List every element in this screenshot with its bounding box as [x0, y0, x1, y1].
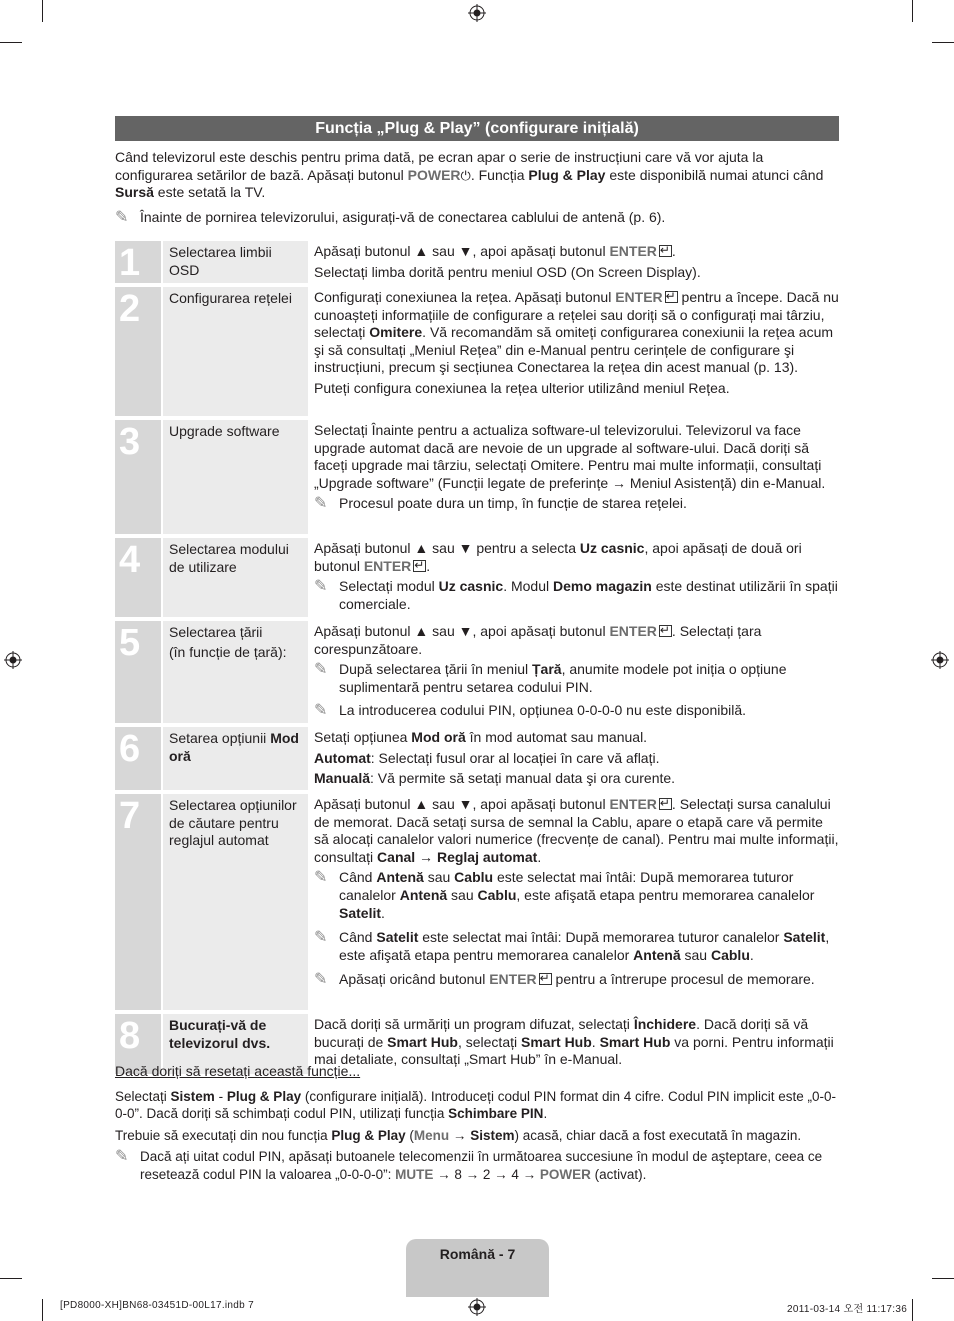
- step-note-text: Selectați modul: [339, 578, 439, 595]
- step-number: 4: [115, 538, 161, 617]
- reset-text: Trebuie să executați din nou funcția: [115, 1127, 332, 1143]
- power-label: POWER: [539, 1166, 591, 1182]
- satellite-label: Satelit: [339, 904, 382, 921]
- step-text: Configurați conexiunea la rețea. Apăsați butonul: [314, 289, 616, 305]
- step-text: în mod automat sau manual.: [465, 729, 648, 745]
- step-row: [115, 420, 840, 538]
- pencil-note-icon: ✎: [314, 495, 328, 513]
- step-number: 5: [115, 621, 161, 723]
- antenna-label: Antenă: [376, 869, 424, 886]
- step-label: Selectarea opțiunilor de căutare pentru reglajul automat: [163, 794, 308, 1010]
- cable-label: Cablu: [710, 946, 750, 963]
- step-text: Dacă doriți să urmăriți un program difuzat, selectați: [314, 1016, 634, 1032]
- change-pin-label: Schimbare PIN: [448, 1106, 544, 1122]
- reset-text: ) acasă, chiar dacă a fost executată în magazin.: [514, 1127, 802, 1143]
- pencil-note-icon: ✎: [314, 661, 328, 679]
- intro-text: este setată la TV.: [153, 184, 266, 201]
- antenna-label: Antenă: [399, 886, 448, 903]
- close-label: Închidere: [633, 1016, 697, 1032]
- step-note-text: După selectarea țării în meniul: [339, 661, 532, 678]
- step-text: Selectați limba dorită pentru meniul OSD (On Screen Display).: [314, 263, 701, 280]
- step-text: Selectați Înainte pentru a actualiza software-ul televizorului. Televizorul va face upgrade automat dacă are nevoie de un upgrade al software-ului. Dacă doriți să faceți upgrade mai târziu, selectați Omitere. Pentru mai multe informații, consultați „Upgrade software” (Funcții legate de preferințe → Meniul Asistență) din e-Manual.: [314, 422, 826, 491]
- intro-text: . Funcția: [470, 166, 529, 183]
- reset-text: (configurare inițială). Introduceți codul PIN format din 4 cifre. Codul PIN implicit este „0-0-0-0”. Dacă doriți să schimbați codul PIN, utilizați funcția: [115, 1088, 837, 1122]
- step-number: 7: [115, 794, 161, 1010]
- step-row: [115, 621, 840, 727]
- step-text: , apoi apăsați de două ori butonul: [314, 540, 802, 574]
- crop-mark: [932, 1278, 954, 1279]
- registration-mark-icon: [468, 4, 486, 22]
- home-use-label: Uz casnic: [579, 540, 645, 556]
- section-title: Funcția „Plug & Play” (configurare inițială): [115, 116, 839, 141]
- step-note-text: .: [749, 946, 754, 963]
- intro-text: este disponibilă numai atunci când: [605, 166, 824, 183]
- enter-label: ENTER: [609, 243, 657, 259]
- skip-label: Omitere: [369, 324, 423, 341]
- step-note-text: este selectat mai întâi: După memorarea tuturor canalelor: [339, 869, 794, 903]
- home-use-label: Uz casnic: [438, 578, 504, 595]
- step-note-text: sau: [447, 886, 478, 903]
- enter-icon: [659, 245, 672, 257]
- intro-note-text: Înainte de pornirea televizorului, asigurați-vă de conectarea cablului de antenă (p. 6).: [140, 209, 666, 225]
- reset-text: .: [543, 1106, 548, 1122]
- step-text: Setați opțiunea: [314, 729, 412, 745]
- smart-hub-label: Smart Hub: [521, 1033, 592, 1050]
- step-note-text: Procesul poate dura un timp, în funcție de starea rețelei.: [339, 495, 687, 512]
- menu-label: Menu: [413, 1127, 450, 1143]
- step-text: . Vă recomandăm să omiteți configurarea conexiunii la rețea acum şi să consultați „Meniul Rețea” din e-Manual pentru cerințele de configurare şi instrucțiuni, precum şi secțiunea Conectarea la rețea din acest manual (p. 13).: [314, 324, 834, 376]
- step-description: [308, 287, 840, 416]
- step-text: : Selectați fusul orar al locației în care vă aflați.: [370, 749, 660, 766]
- imprint-file: [PD8000-XH]BN68-03451D-00L17.indb 7: [60, 1300, 254, 1311]
- reset-note: [115, 1148, 840, 1183]
- cable-label: Cablu: [477, 886, 517, 903]
- antenna-label: Antenă: [633, 946, 681, 963]
- page-number: Română - 7: [439, 1246, 516, 1262]
- pencil-note-icon: ✎: [115, 209, 129, 226]
- step-text: Apăsați butonul ▲ sau ▼ pentru a selecta: [314, 540, 580, 556]
- step-text: .: [671, 243, 676, 259]
- system-label: Sistem: [170, 1088, 215, 1104]
- step-note: [314, 971, 840, 989]
- step-number: 1: [115, 241, 161, 283]
- reset-note-text: Dacă ați uitat codul PIN, apăsați butoanele telecomenzii în următoarea succesiune în modul de aşteptare, ceea ce resetează codul PIN la valoarea „0-0-0-0”:: [140, 1149, 823, 1182]
- step-text: va porni. Pentru informații mai detaliate, consultați „Smart Hub” în e-Manual.: [314, 1033, 834, 1068]
- channel-label: Canal: [377, 848, 416, 865]
- step-text: .: [426, 557, 431, 574]
- step-text: pentru a începe. Dacă nu cunoașteți informațiile de configurare a rețelei sau doriți să o configurați mai târziu, selectați: [314, 289, 839, 341]
- registration-mark-icon: [931, 651, 949, 669]
- step-text: : Vă permite să setați manual data şi ora curente.: [370, 770, 676, 787]
- crop-mark: [912, 0, 913, 22]
- arrow-text: →: [449, 1127, 471, 1143]
- step-note: [314, 929, 840, 964]
- step-label-line: (în funcție de țară):: [169, 643, 287, 660]
- smart-hub-label: Smart Hub: [387, 1033, 458, 1050]
- enter-label: ENTER: [609, 623, 657, 639]
- step-label-text: Setarea opțiunii: [169, 730, 271, 746]
- step-number: 8: [115, 1014, 161, 1074]
- step-note-text: Când: [339, 869, 377, 886]
- registration-mark-icon: [4, 651, 22, 669]
- step-note-text: este destinat utilizării în spații comerciale.: [339, 578, 838, 612]
- step-description: [308, 727, 840, 790]
- registration-mark-icon: [468, 1298, 486, 1316]
- enter-label: ENTER: [615, 289, 663, 305]
- crop-mark: [0, 42, 22, 43]
- reset-heading: Dacă doriți să resetați această funcție...: [115, 1063, 361, 1079]
- step-description: [308, 621, 840, 723]
- clock-mode-label: Mod oră: [169, 730, 299, 764]
- enter-icon: [659, 625, 672, 637]
- pencil-note-icon: ✎: [314, 971, 328, 989]
- power-icon: ⏻: [460, 167, 471, 183]
- pencil-note-icon: ✎: [314, 702, 328, 720]
- plug-play-label: Plug & Play: [226, 1088, 302, 1104]
- plug-play-label: Plug & Play: [331, 1127, 406, 1143]
- step-note-text: , este afişată etapa pentru memorarea canalelor: [516, 886, 815, 903]
- step-text: Apăsați butonul ▲ sau ▼, apoi apăsați butonul: [314, 796, 610, 812]
- auto-label: Automat: [314, 749, 371, 766]
- step-text: , selectați: [457, 1033, 521, 1050]
- country-label: Țară: [532, 661, 562, 678]
- step-label: Upgrade software: [163, 420, 308, 534]
- crop-mark: [912, 1299, 913, 1321]
- auto-tuning-label: Reglaj automat: [436, 848, 538, 865]
- step-note-text: La introducerea codului PIN, opțiunea 0-0-0-0 nu este disponibilă.: [339, 702, 747, 719]
- reset-text: -: [214, 1088, 227, 1104]
- enjoy-tv-label: Bucurați-vă de televizorul dvs.: [169, 1017, 271, 1051]
- enter-icon: [659, 798, 672, 810]
- step-note: [314, 661, 840, 696]
- intro-text: Când televizorul este deschis pentru prima dată, pe ecran apar o serie de instrucțiuni care vă vor ajuta la configurarea setărilor de bază. Apăsați butonul: [115, 149, 764, 183]
- manual-label: Manuală: [314, 770, 371, 787]
- enter-icon: [665, 291, 678, 303]
- step-row: [115, 287, 840, 420]
- intro-paragraph: [115, 149, 840, 202]
- step-note-text: Când: [339, 929, 377, 946]
- step-note: [314, 702, 840, 720]
- step-text: . Selectați sursa canalului de memorat. Dacă setați sursa de semnal la Cablu, apare o etapă care vă permite să alocați canalelor valori numerice (frecvențe de canal). Pentru mai multe informații, consultați: [314, 796, 839, 865]
- enter-label: ENTER: [489, 971, 537, 988]
- crop-mark: [42, 1299, 43, 1321]
- plug-play-label: Plug & Play: [528, 166, 606, 183]
- satellite-label: Satelit: [783, 929, 826, 946]
- satellite-label: Satelit: [376, 929, 419, 946]
- power-label: POWER: [407, 166, 461, 183]
- step-row: [115, 538, 840, 621]
- step-note-text: este selectat mai întâi: După memorarea tuturor canalelor: [418, 929, 784, 946]
- smart-hub-label: Smart Hub: [599, 1033, 671, 1050]
- clock-mode-label: Mod oră: [411, 729, 466, 745]
- step-number: 3: [115, 420, 161, 534]
- cable-label: Cablu: [454, 869, 494, 886]
- step-note-text: Apăsați oricând butonul: [339, 971, 490, 988]
- step-text: Puteți configura conexiunea la rețea ulterior utilizând meniul Rețea.: [314, 379, 730, 396]
- step-text: Apăsați butonul ▲ sau ▼, apoi apăsați butonul: [314, 243, 610, 259]
- crop-mark: [42, 0, 43, 22]
- step-label-line: Selectarea țării: [169, 624, 263, 640]
- system-label: Sistem: [470, 1127, 515, 1143]
- step-note-text: . Modul: [503, 578, 554, 595]
- pencil-note-icon: ✎: [115, 1148, 129, 1166]
- step-note: [314, 495, 840, 513]
- step-number: 6: [115, 727, 161, 790]
- step-note-text: , este afişată etapa pentru memorarea canalelor: [339, 929, 830, 963]
- step-text: .: [591, 1033, 600, 1050]
- step-text: . Selectați țara corespunzătoare.: [314, 623, 762, 657]
- step-note-text: .: [381, 904, 385, 921]
- step-row: [115, 241, 840, 287]
- step-label: [163, 621, 308, 723]
- crop-mark: [0, 1278, 22, 1279]
- step-note: [314, 869, 840, 922]
- pencil-note-icon: ✎: [314, 929, 328, 947]
- step-note: [314, 578, 840, 613]
- reset-text: (: [405, 1127, 414, 1143]
- reset-note-text: → 8 → 2 → 4 →: [433, 1166, 540, 1182]
- step-label: Configurarea rețelei: [163, 287, 308, 416]
- step-label: [163, 727, 308, 790]
- step-label: Selectarea limbii OSD: [163, 241, 308, 283]
- pencil-note-icon: ✎: [314, 578, 328, 596]
- enter-icon: [413, 560, 426, 572]
- intro-note: [115, 209, 865, 227]
- step-description: [308, 794, 840, 1010]
- arrow-text: →: [415, 848, 437, 865]
- source-label: Sursă: [115, 184, 154, 201]
- step-note-text: sau: [680, 946, 711, 963]
- step-description: [308, 538, 840, 617]
- step-text: Apăsați butonul ▲ sau ▼, apoi apăsați butonul: [314, 623, 610, 639]
- reset-text: Selectați: [115, 1088, 171, 1104]
- enter-label: ENTER: [609, 796, 657, 812]
- step-description: [308, 241, 840, 283]
- step-note-text: , anumite modele pot iniția o opțiune suplimentară pentru setarea codului PIN.: [339, 661, 787, 695]
- step-row: [115, 794, 840, 1014]
- step-number: 2: [115, 287, 161, 416]
- reset-note-text: (activat).: [590, 1166, 647, 1182]
- step-text: . Dacă doriți să vă bucurați de: [314, 1016, 809, 1050]
- reset-section: [115, 1063, 840, 1184]
- step-label: Selectarea modului de utilizare: [163, 538, 308, 617]
- step-note-text: pentru a întrerupe procesul de memorare.: [551, 971, 815, 988]
- crop-mark: [932, 42, 954, 43]
- step-description: [308, 420, 840, 534]
- steps-table: [115, 241, 840, 1078]
- enter-icon: [539, 973, 552, 985]
- pencil-note-icon: ✎: [314, 869, 328, 887]
- step-text: .: [537, 848, 542, 865]
- mute-label: MUTE: [395, 1166, 434, 1182]
- step-note-text: sau: [423, 869, 455, 886]
- enter-label: ENTER: [363, 557, 412, 574]
- step-row: [115, 727, 840, 794]
- store-demo-label: Demo magazin: [553, 578, 652, 595]
- imprint-date: 2011-03-14 오전 11:17:36: [787, 1304, 908, 1315]
